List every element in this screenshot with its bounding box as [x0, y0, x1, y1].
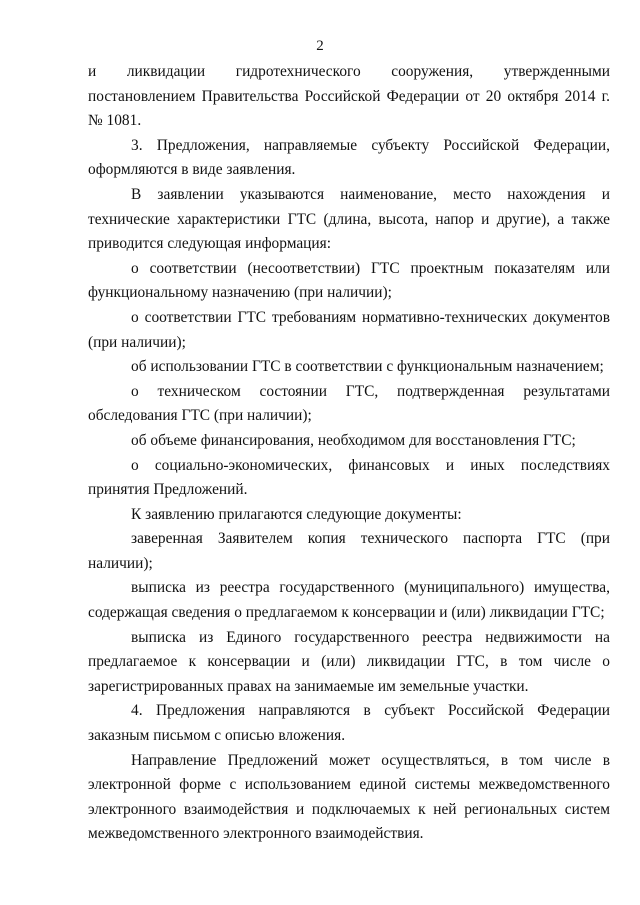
paragraph: выписка из реестра государственного (муниципального) имущества, содержащая сведения о предлагаемом к консервации и (или) ликвидации ГТС; [88, 579, 610, 622]
page-number: 2 [316, 38, 324, 54]
document-body [88, 60, 610, 847]
paragraph: о соответствии ГТС требованиям нормативно-технических документов (при наличии); [88, 308, 610, 351]
paragraph: Направление Предложений может осуществляться, в том числе в электронной форме с использованием единой системы межведомственного электронного взаимодействия и подключаемых к ней региональных систем межведомственного электронного взаимодействия. [88, 751, 610, 843]
paragraph: и ликвидации гидротехнического сооружения, утвержденными постановлением Правительства Российской Федерации от 20 октября 2014 г. № 1081. [88, 63, 610, 130]
paragraph: выписка из Единого государственного реестра недвижимости на предлагаемое к консервации и (или) ликвидации ГТС, в том числе о зарегистрированных правах на занимаемые им земельные участки. [88, 628, 610, 695]
paragraph: 4. Предложения направляются в субъект Российской Федерации заказным письмом с описью вложения. [88, 702, 610, 745]
paragraph: В заявлении указываются наименование, место нахождения и технические характеристики ГТС (длина, высота, напор и другие), а также приводится следующая информация: [88, 185, 610, 253]
paragraph: об использовании ГТС в соответствии с функциональным назначением; [131, 358, 604, 376]
paragraph: 3. Предложения, направляемые субъекту Российской Федерации, оформляются в виде заявления. [88, 136, 610, 179]
paragraph: заверенная Заявителем копия технического паспорта ГТС (при наличии); [88, 530, 610, 572]
paragraph: К заявлению прилагаются следующие документы: [131, 505, 462, 523]
paragraph: о соответствии (несоответствии) ГТС проектным показателям или функциональному назначению (при наличии); [88, 259, 610, 302]
paragraph: о техническом состоянии ГТС, подтвержденная результатами обследования ГТС (при наличии); [88, 382, 610, 425]
paragraph: о социально-экономических, финансовых и иных последствиях принятия Предложений. [88, 456, 610, 499]
paragraph: об объеме финансирования, необходимом для восстановления ГТС; [131, 431, 576, 449]
